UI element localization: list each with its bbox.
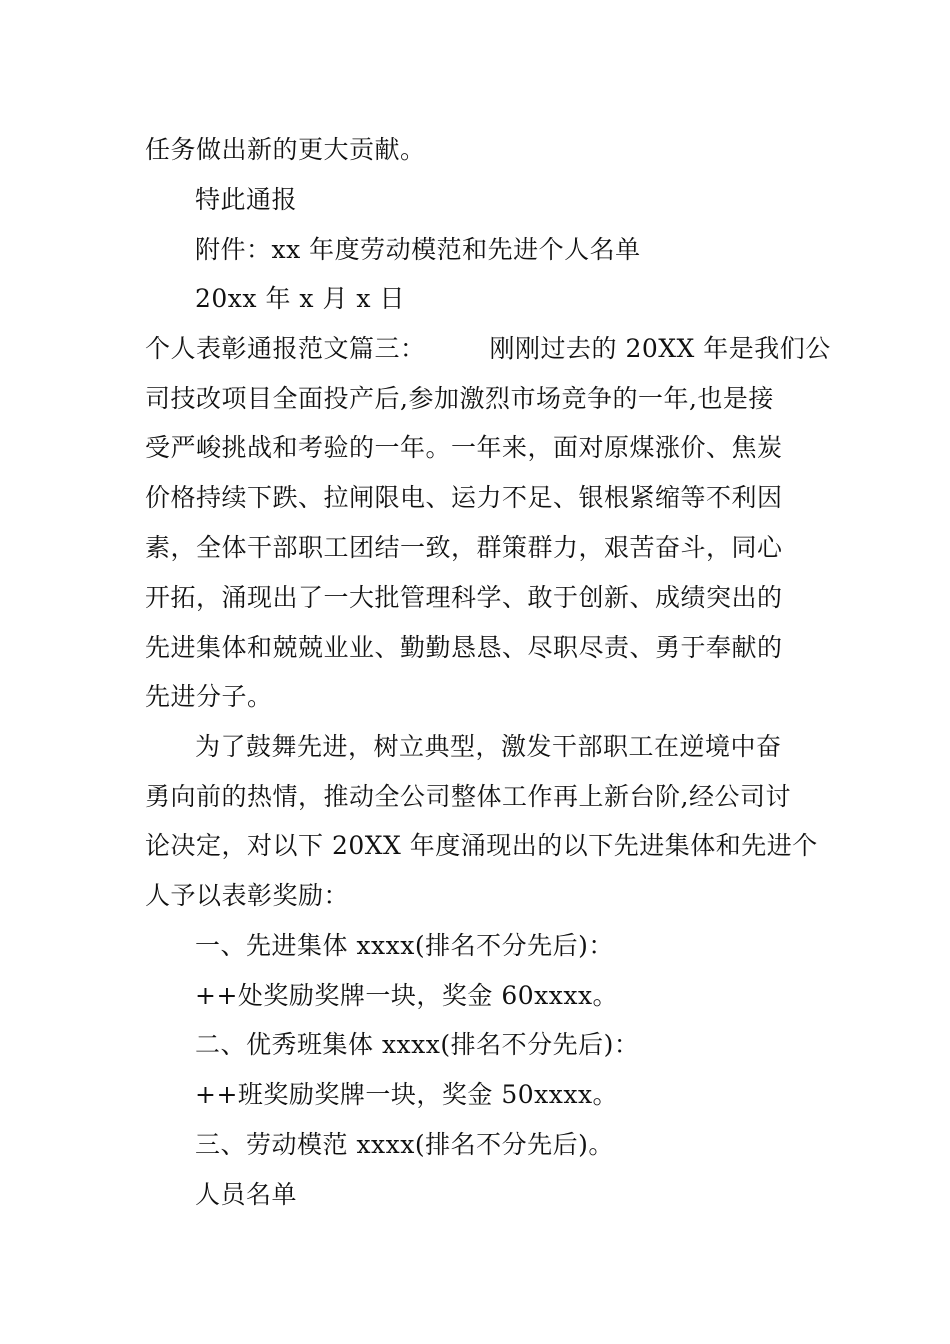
text-line: 论决定，对以下 20XX 年度涌现出的以下先进集体和先进个 <box>145 831 818 860</box>
text-line: ++处奖励奖牌一块，奖金 60xxxx。 <box>195 981 619 1010</box>
text-line: 先进集体和兢兢业业、勤勤恳恳、尽职尽责、勇于奉献的 <box>145 633 783 662</box>
text-line: 特此通报 <box>195 185 298 214</box>
text-line: 三、劳动模范 xxxx(排名不分先后)。 <box>195 1130 614 1159</box>
text-line: 受严峻挑战和考验的一年。一年来，面对原煤涨价、焦炭 <box>145 433 783 462</box>
text-line: 人予以表彰奖励： <box>145 881 350 910</box>
text-line: 20xx 年 x 月 x 日 <box>195 284 405 313</box>
text-line: 个人表彰通报范文篇三： 刚刚过去的 20XX 年是我们公 <box>145 334 831 363</box>
text-line: 素，全体干部职工团结一致，群策群力，艰苦奋斗，同心 <box>145 533 783 562</box>
text-line: 司技改项目全面投产后,参加激烈市场竞争的一年,也是接 <box>145 384 774 413</box>
text-line: 一、先进集体 xxxx(排名不分先后)： <box>195 931 614 960</box>
text-line: 勇向前的热情，推动全公司整体工作再上新台阶,经公司讨 <box>145 782 791 811</box>
text-line: 先进分子。 <box>145 682 273 711</box>
text-line: 二、优秀班集体 xxxx(排名不分先后)： <box>195 1030 640 1059</box>
text-line: 开拓，涌现出了一大批管理科学、敢于创新、成绩突出的 <box>145 583 783 612</box>
text-line: ++班奖励奖牌一块，奖金 50xxxx。 <box>195 1080 619 1109</box>
text-line: 为了鼓舞先进，树立典型，激发干部职工在逆境中奋 <box>195 732 782 761</box>
text-line: 价格持续下跌、拉闸限电、运力不足、银根紧缩等不利因 <box>145 483 783 512</box>
text-line: 附件：xx 年度劳动模范和先进个人名单 <box>195 235 641 264</box>
text-line: 任务做出新的更大贡献。 <box>145 135 426 164</box>
text-line: 人员名单 <box>195 1180 298 1209</box>
